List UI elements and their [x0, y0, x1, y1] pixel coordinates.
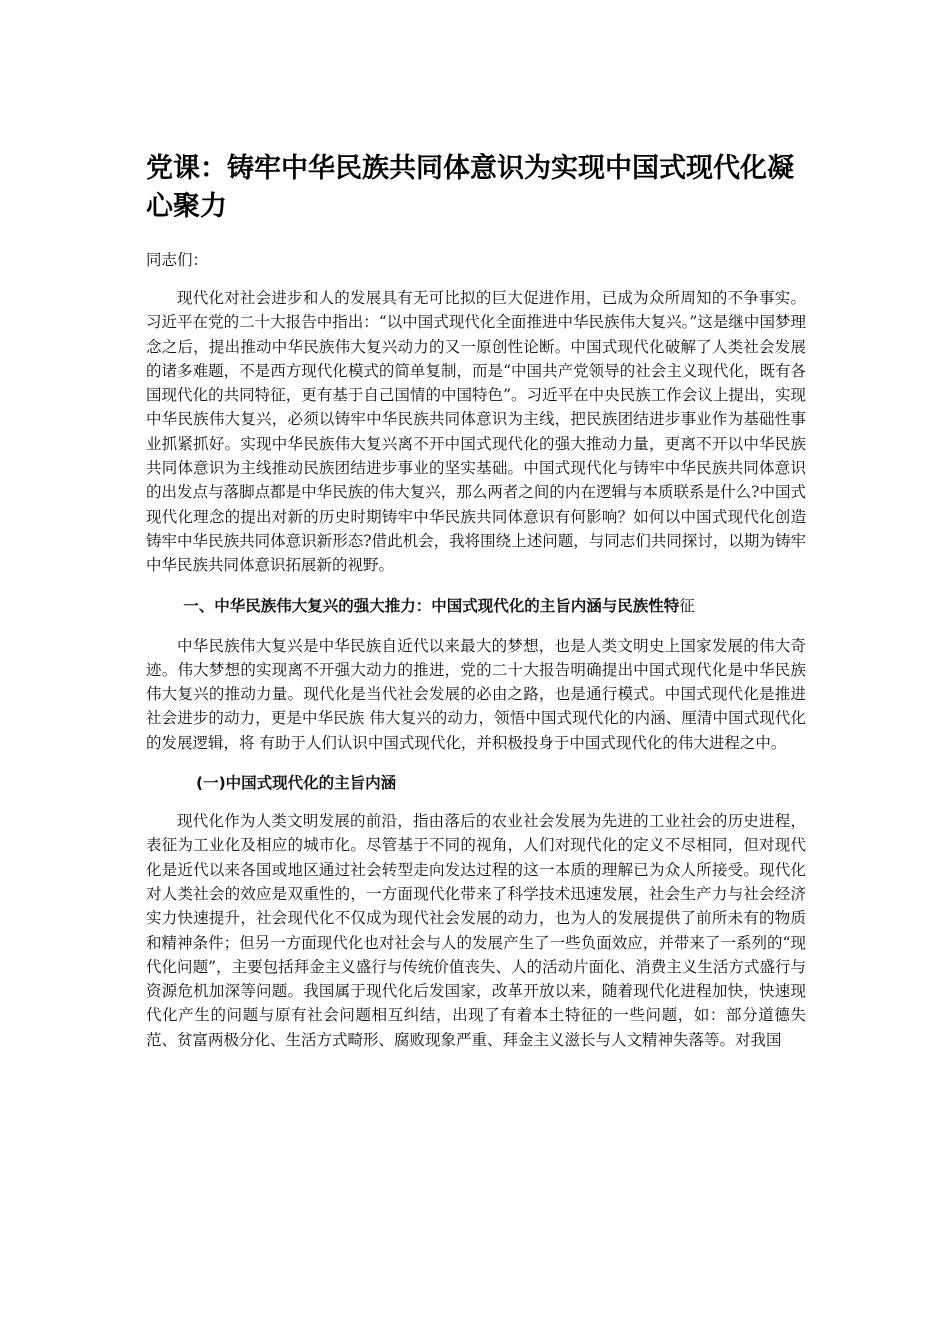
section-heading-1-text: 一、中华民族伟大复兴的强大推力：中国式现代化的主旨内涵与民族性特 [183, 596, 680, 615]
document-body [146, 150, 806, 1068]
paragraph-intro: 现代化对社会进步和人的发展具有无可比拟的巨大促进作用，已成为众所周知的不争事实。习近平在党的二十大报告中指出：“以中国式现代化全面推进中华民族伟大复兴。”这是继中国梦理念之后，提出推动中华民族伟大复兴动力的又一原创性论断。中国式现代化破解了人类社会发展的诸多难题，不是西方现代化模式的简单复制，而是“中国共产党领导的社会主义现代化，既有各国现代化的共同特征，更有基于自己国情的中国特色”。习近平在中央民族工作会议上提出，实现中华民族伟大复兴，必须以铸牢中华民族共同体意识为主线，把民族团结进步事业作为基础性事业抓紧抓好。实现中华民族伟大复兴离不开中国式现代化的强大推动力量，更离不开以中华民族共同体意识为主线推动民族团结进步事业的坚实基础。中国式现代化与铸牢中华民族共同体意识的出发点与落脚点都是中华民族的伟大复兴，那么两者之间的内在逻辑与本质联系是什么?中国式现代化理念的提出对新的历史时期铸牢中华民族共同体意识有何影响？如何以中国式现代化创造铸牢中华民族共同体意识新形态?借此机会，我将围绕上述问题，与同志们共同探讨，以期为铸牢中华民族共同体意识拓展新的视野。 [146, 289, 806, 575]
section-heading-1 [146, 594, 806, 618]
section-heading-1-tail: 征 [679, 596, 695, 615]
salutation: 同志们： [146, 251, 209, 269]
paragraph-section-1: 中华民族伟大复兴是中华民族自近代以来最大的梦想，也是人类文明史上国家发展的伟大奇迹。伟大梦想的实现离不开强大动力的推进，党的二十大报告明确提出中国式现代化是中华民族伟大复兴的推动力量。现代化是当代社会发展的必由之路，也是通行模式。中国式现代化是推进社会进步的动力，更是中华民族 伟大复兴的动力，领悟中国式现代化的内涵、厘清中国式现代化的发展逻辑，将 有助于人们认识中国式现代化，并积极投身于中国式现代化的伟大进程之中。 [146, 636, 806, 752]
paragraph-subsection-1: 现代化作为人类文明发展的前沿，指由落后的农业社会发展为先进的工业社会的历史进程，表征为工业化及相应的城市化。尽管基于不同的视角，人们对现代化的定义不尽相同，但对现代化是近代以来各国或地区通过社会转型走向发达过程的这一本质的理解已为众人所接受。现代化对人类社会的效应是双重性的，一方面现代化带来了科学技术迅速发展，社会生产力与社会经济实力快速提升，社会现代化不仅成为现代社会发展的动力，也为人的发展提供了前所未有的物质和精神条件；但另一方面现代化也对社会与人的发展产生了一些负面效应，并带来了一系列的“现代化问题”，主要包括拜金主义盛行与传统价值丧失、人的活动片面化、消费主义生活方式盛行与资源危机加深等问题。我国属于现代化后发国家，改革开放以来，随着现代化进程加快，快速现代化产生的问题与原有社会问题相互纠结，出现了有着本土特征的一些问题，如：部分道德失范、贫富两极分化、生活方式畸形、腐败现象严重、拜金主义滋长与人文精神失落等。对我国 [146, 812, 806, 1049]
subsection-heading-1: (一)中国式现代化的主旨内涵 [196, 774, 397, 793]
document-title: 党课：铸牢中华民族共同体意识为实现中国式现代化凝心聚力 [146, 153, 794, 222]
